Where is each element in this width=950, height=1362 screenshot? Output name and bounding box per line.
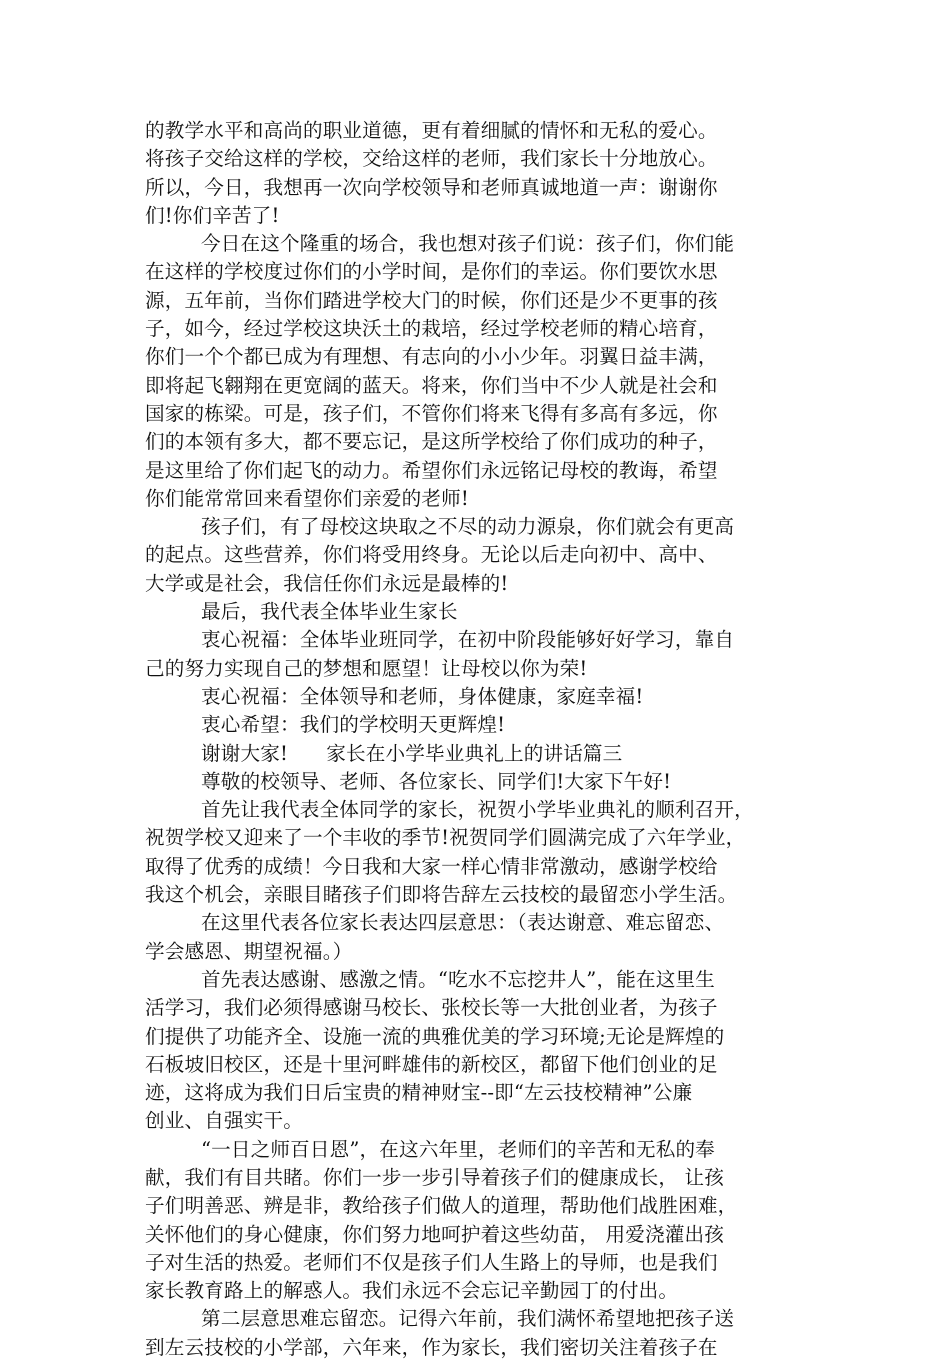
text-line: 首先让我代表全体同学的家长，祝贺小学毕业典礼的顺利召开，: [201, 798, 754, 822]
text-line: 的起点。这些营养，你们将受用终身。无论以后走向初中、高中、: [145, 543, 718, 567]
document-body-text: [145, 117, 815, 1362]
text-line: 即将起飞翱翔在更宽阔的蓝天。将来，你们当中不少人就是社会和: [145, 373, 718, 397]
text-line: 献，我们有目共睹。你们一步一步引导着孩子们的健康成长， 让孩: [145, 1165, 724, 1189]
text-line: 创业、自强实干。: [145, 1109, 303, 1133]
text-line: 到左云技校的小学部，六年来，作为家长，我们密切关注着孩子在: [145, 1335, 718, 1359]
text-line: 首先表达感谢、感激之情。“吃水不忘挖井人”，能在这里生: [201, 967, 715, 991]
text-line: 子，如今，经过学校这块沃土的栽培，经过学校老师的精心培育，: [145, 317, 718, 341]
text-line: 迹，这将成为我们日后宝贵的精神财宝--即“左云技校精神”公廉: [145, 1081, 693, 1105]
text-line: 们!你们辛苦了!: [145, 203, 280, 227]
text-line: 最后，我代表全体毕业生家长: [201, 600, 458, 624]
text-line: 家长教育路上的解惑人。我们永远不会忘记辛勤园丁的付出。: [145, 1279, 679, 1303]
text-line: 在这样的学校度过你们的小学时间，是你们的幸运。你们要饮水思: [145, 260, 718, 284]
text-line: 子对生活的热爱。老师们不仅是孩子们人生路上的导师，也是我们: [145, 1250, 718, 1274]
text-line: 学会感恩、期望祝福。）: [145, 939, 353, 963]
text-line: 祝贺学校又迎来了一个丰收的季节!祝贺同学们圆满完成了六年学业，: [145, 826, 746, 850]
text-line: 我这个机会，亲眼目睹孩子们即将告辞左云技校的最留恋小学生活。: [145, 883, 738, 907]
text-line: 们提供了功能齐全、设施一流的典雅优美的学习环境;无论是辉煌的: [145, 1024, 725, 1048]
text-line: 你们一个个都已成为有理想、有志向的小小少年。羽翼日益丰满，: [145, 345, 718, 369]
text-line: 己的努力实现自己的梦想和愿望！让母校以你为荣!: [145, 656, 588, 680]
text-line: 所以，今日，我想再一次向学校领导和老师真诚地道一声：谢谢你: [145, 175, 718, 199]
text-line: 取得了优秀的成绩！今日我和大家一样心情非常激动，感谢学校给: [145, 854, 718, 878]
text-line: 衷心希望：我们的学校明天更辉煌!: [201, 713, 506, 737]
text-line: 尊敬的校领导、老师、各位家长、同学们!大家下午好!: [201, 769, 672, 793]
text-line: 的教学水平和高尚的职业道德，更有着细腻的情怀和无私的爱心。: [145, 119, 718, 142]
text-line: 源，五年前，当你们踏进学校大门的时候，你们还是少不更事的孩: [145, 288, 718, 312]
text-line: 石板坡旧校区，还是十里河畔雄伟的新校区，都留下他们创业的足: [145, 1052, 718, 1076]
text-line: 们的本领有多大，都不要忘记，是这所学校给了你们成功的种子，: [145, 430, 718, 454]
text-line: 在这里代表各位家长表达四层意思：（表达谢意、难忘留恋、: [201, 911, 725, 935]
text-line: 关怀他们的身心健康，你们努力地呵护着这些幼苗， 用爱浇灌出孩: [145, 1222, 724, 1246]
text-line: 子们明善恶、辨是非，教给孩子们做人的道理，帮助他们战胜困难，: [145, 1194, 738, 1218]
text-line: 衷心祝福：全体领导和老师，身体健康，家庭幸福!: [201, 684, 644, 708]
text-line: 谢谢大家! 家长在小学毕业典礼上的讲话篇三: [201, 741, 623, 765]
text-line: 第二层意思难忘留恋。记得六年前，我们满怀希望地把孩子送: [201, 1307, 735, 1331]
text-line: 你们能常常回来看望你们亲爱的老师!: [145, 486, 469, 510]
text-line: 国家的栋梁。可是，孩子们，不管你们将来飞得有多高有多远，你: [145, 401, 718, 425]
text-line: 衷心祝福：全体毕业班同学，在初中阶段能够好好学习，靠自: [201, 628, 735, 652]
text-line: “一日之师百日恩”，在这六年里，老师们的辛苦和无私的奉: [201, 1137, 715, 1161]
text-line: 活学习，我们必须得感谢马校长、张校长等一大批创业者，为孩子: [145, 996, 718, 1020]
text-line: 孩子们，有了母校这块取之不尽的动力源泉，你们就会有更高: [201, 515, 735, 539]
text-line: 是这里给了你们起飞的动力。希望你们永远铭记母校的教诲，希望: [145, 458, 718, 482]
text-line: 今日在这个隆重的场合，我也想对孩子们说：孩子们，你们能: [201, 232, 735, 256]
text-line: 大学或是社会，我信任你们永远是最棒的!: [145, 571, 509, 595]
text-line: 将孩子交给这样的学校，交给这样的老师，我们家长十分地放心。: [145, 147, 718, 171]
